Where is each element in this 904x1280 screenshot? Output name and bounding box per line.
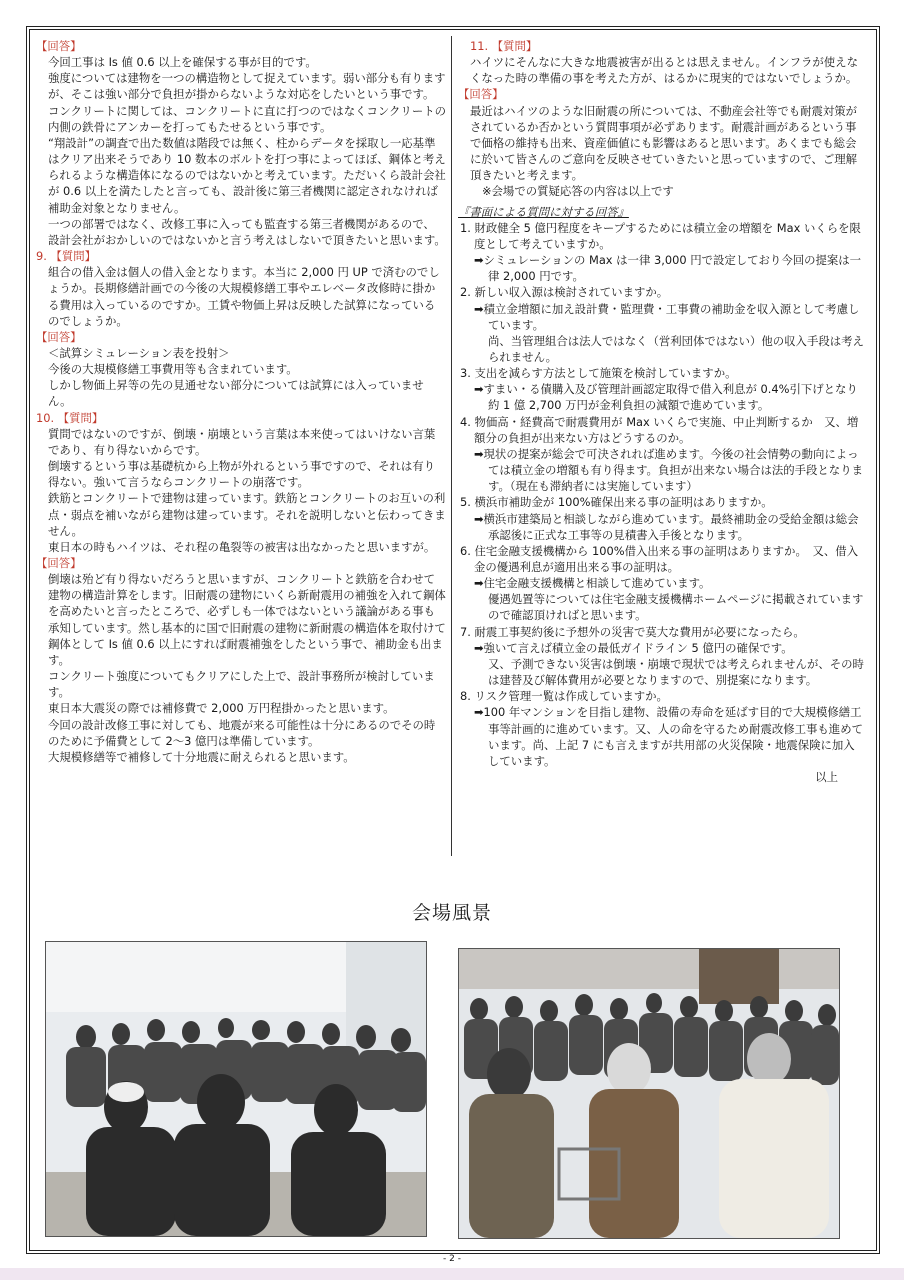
right-column-line: 3. 支出を減らす方法として施策を検討していますか。 — [460, 366, 737, 381]
right-column-line: 7. 耐震工事契約後に予想外の災害で莫大な費用が必要になったら。 — [460, 624, 805, 639]
right-column-line: 『書面による質問に対する回答』 — [458, 204, 629, 219]
right-column-line: ➡シミュレーションの Max は一律 3,000 円で設定しており今回の提案は一律 2,000 円です。 — [474, 253, 862, 284]
left-column-line: 今後の大規模修繕工事費用等も含まれています。 — [48, 362, 298, 377]
venue-photo-right — [458, 948, 840, 1239]
left-column-line: 強度については建物を一つの構造物として捉えています。弱い部分も有りますが、そこは強い部分で負担が掛からないような対応をしたいという事です。 — [48, 71, 446, 102]
left-column-line: 組合の借入金は個人の借入金となります。本当に 2,000 円 UP で済むのでしょうか。長期修繕計画での今後の大規模修繕工事やエレベータ改修時に掛かる費用は入っているのですか。工賃や物価上昇は反映した試算になっているのでしょうか。 — [48, 265, 440, 328]
page-number: - 2 - — [443, 1254, 461, 1264]
left-column-line: 倒壊は殆ど有り得ないだろうと思いますが、コンクリートと鉄筋を合わせて建物の構造計算をします。旧耐震の建物にいくら新耐震用の補強を入れて鋼体を高めたいと言ったところで、必ずしも一体ではないという議論がある事も承知しています。然し基本的に国で旧耐震の建物に新耐震の構造体を取付けて鋼体として Is 値 0.6 以上にすれば耐震補強をしたという事で、補助金も出ます。 — [48, 572, 446, 667]
right-column-line: 5. 横浜市補助金が 100%確保出来る事の証明はありますか。 — [460, 495, 773, 510]
right-column-line: ➡すまい・る債購入及び管理計画認定取得で借入利息が 0.4%引下げとなり約 1 億 2,700 万円が金利負担の減額で進めています。 — [474, 382, 858, 413]
left-column — [36, 38, 446, 765]
bottom-band — [0, 1268, 904, 1280]
column-divider — [451, 36, 452, 856]
left-column-line: 東日本大震災の際では補修費で 2,000 万円程掛かったと思います。 — [48, 701, 395, 716]
right-column-line: 4. 物価高・経費高で耐震費用が Max いくらで実施、中止判断するか 又、増額分の負担が出来ない方はどうするのか。 — [460, 414, 859, 445]
right-column-line: ➡横浜市建築局と相談しながら進めています。最終補助金の受給金額は総会承認後に正式な工事等の見積書入手後となります。 — [474, 511, 859, 542]
right-column-line: ※会場での質疑応答の内容は以上です — [482, 184, 674, 199]
left-column-line: 鉄筋とコンクリートで建物は建っています。鉄筋とコンクリートのお互いの利点・弱点を補いながら建物は建っています。それを説明しないと伝わってきません。 — [48, 491, 446, 538]
left-column-line: 今回工事は Is 値 0.6 以上を確保する事が目的です。 — [48, 55, 317, 70]
right-column-line: 尚、当管理組合は法人ではなく（営利団体ではない）他の収入手段は考えられません。 — [488, 333, 864, 364]
right-column-line: 最近はハイツのような旧耐震の所については、不動産会社等でも耐震対策がされているか否かという質問事項が必ずあります。耐震計画があるという事で価格の維持も出来、資産価値にも影響はあると思います。あくまでも総会に於いて皆さんのご意向を反映させていきたいと思っていますので、ご理解頂きたいと考えます。 — [470, 103, 858, 183]
left-column-line: 【回答】 — [36, 556, 82, 570]
left-column-line: 一つの部署ではなく、改修工事に入っても監査する第三者機関があるので、設計会社がおかしいのではないかと言う考えはしないで頂きたいと思います。 — [48, 216, 446, 247]
left-column-line: コンクリート強度についてもクリアにした上で、設計事務所が検討しています。 — [48, 669, 435, 700]
qa-text-area — [30, 32, 874, 870]
right-column-line: 以上 — [815, 770, 838, 785]
right-column-line: 11. 【質問】 — [470, 39, 538, 53]
right-column-line: ➡積立金増額に加え設計費・監理費・工事費の補助金を収入源として考慮しています。 — [474, 301, 860, 332]
right-column-line: ➡住宅金融支援機構と相談して進めています。 — [474, 576, 711, 591]
left-column-line: 【回答】 — [36, 39, 82, 53]
right-column-line: ➡100 年マンションを目指し建物、設備の寿命を延ばす目的で大規模修繕工事等計画的に進めています。又、人の命を守るため耐震改修工事も進めています。尚、上記 7 にも言えますが共用部の火災保険・地震保険に加入しています。 — [474, 705, 863, 768]
right-column-line: 8. リスク管理一覧は作成していますか。 — [460, 689, 668, 704]
right-column-line: 優遇処置等については住宅金融支援機構ホームページに掲載されていますので確認頂ければと思います。 — [488, 592, 864, 623]
left-column-line: 倒壊するという事は基礎杭から上物が外れるという事ですので、それは有り得ない。強いて言うならコンクリートの崩落です。 — [48, 459, 436, 490]
left-column-line: 10. 【質問】 — [36, 410, 104, 425]
right-column-line: ➡強いて言えば積立金の最低ガイドライン 5 億円の確保です。 — [474, 640, 793, 655]
left-column-line: 大規模修繕等で補修して十分地震に耐えられると思います。 — [48, 749, 355, 764]
scene-title: 会場風景 — [411, 902, 492, 924]
left-column-line: 東日本の時もハイツは、それ程の亀裂等の被害は出なかったと思いますが。 — [48, 539, 436, 554]
left-column-line: 今回の設計改修工事に対しても、地震が来る可能性は十分にあるのでその時のために予備費として 2～3 億円は準備しています。 — [48, 717, 436, 748]
left-column-line: コンクリートに関しては、コンクリートに直に打つのではなくコンクリートの内側の鉄骨にアンカーを打ってもたせるという事です。 — [48, 103, 446, 134]
right-column-line: ➡現状の提案が総会で可決されれば進めます。今後の社会情勢の動向によっては積立金の増額も有り得ます。負担が出来ない場合は法的手段となります。（現在も滞納者には実施しています） — [474, 446, 863, 494]
right-column-line: 又、予測できない災害は倒壊・崩壊で現状では考えられませんが、その時は建替及び解体費用が必要となりますので、別提案になります。 — [488, 656, 864, 688]
left-column-line: しかし物価上昇等の先の見通せない部分については試算には入っていません。 — [48, 378, 424, 409]
left-column-line: ＜試算シミュレーション表を投射＞ — [48, 345, 230, 360]
left-column-line: “翔設計”の調査で出た数値は階段では無く、柱からデータを採取し一応基準はクリア出来そうであり 10 数本のボルトを打つ事によってほぼ、鋼体と考えられるような構造体になるのではないかと考えています。ただいくら設計会社が 0.6 以上を満たしたと言っても、設計後に第三者機関に認定されなければ補助金対象となりません。 — [48, 135, 446, 215]
left-column-line: 【回答】 — [36, 329, 82, 344]
right-column-line: ハイツにそんなに大きな地震被害が出るとは思えません。インフラが使えなくなった時の準備の事を考えた方が、はるかに現実的ではないでしょうか。 — [470, 55, 858, 86]
left-column-line: 9. 【質問】 — [36, 249, 97, 264]
right-column-line: 【回答】 — [458, 87, 504, 102]
right-column-line: 1. 財政健全 5 億円程度をキープするためには積立金の増額を Max いくらを限度として考えていますか。 — [460, 220, 861, 251]
right-column-line: 6. 住宅金融支援機構から 100%借入出来る事の証明はありますか。 又、借入金の優遇利息が適用出来る事の証明は。 — [460, 543, 859, 574]
right-column — [458, 38, 866, 785]
venue-photo-left — [45, 941, 427, 1237]
left-column-line: 質問ではないのですが、倒壊・崩壊という言葉は本来使ってはいけない言葉であり、有り得ないからです。 — [48, 426, 436, 457]
right-column-line: 2. 新しい収入源は検討されていますか。 — [460, 285, 669, 300]
